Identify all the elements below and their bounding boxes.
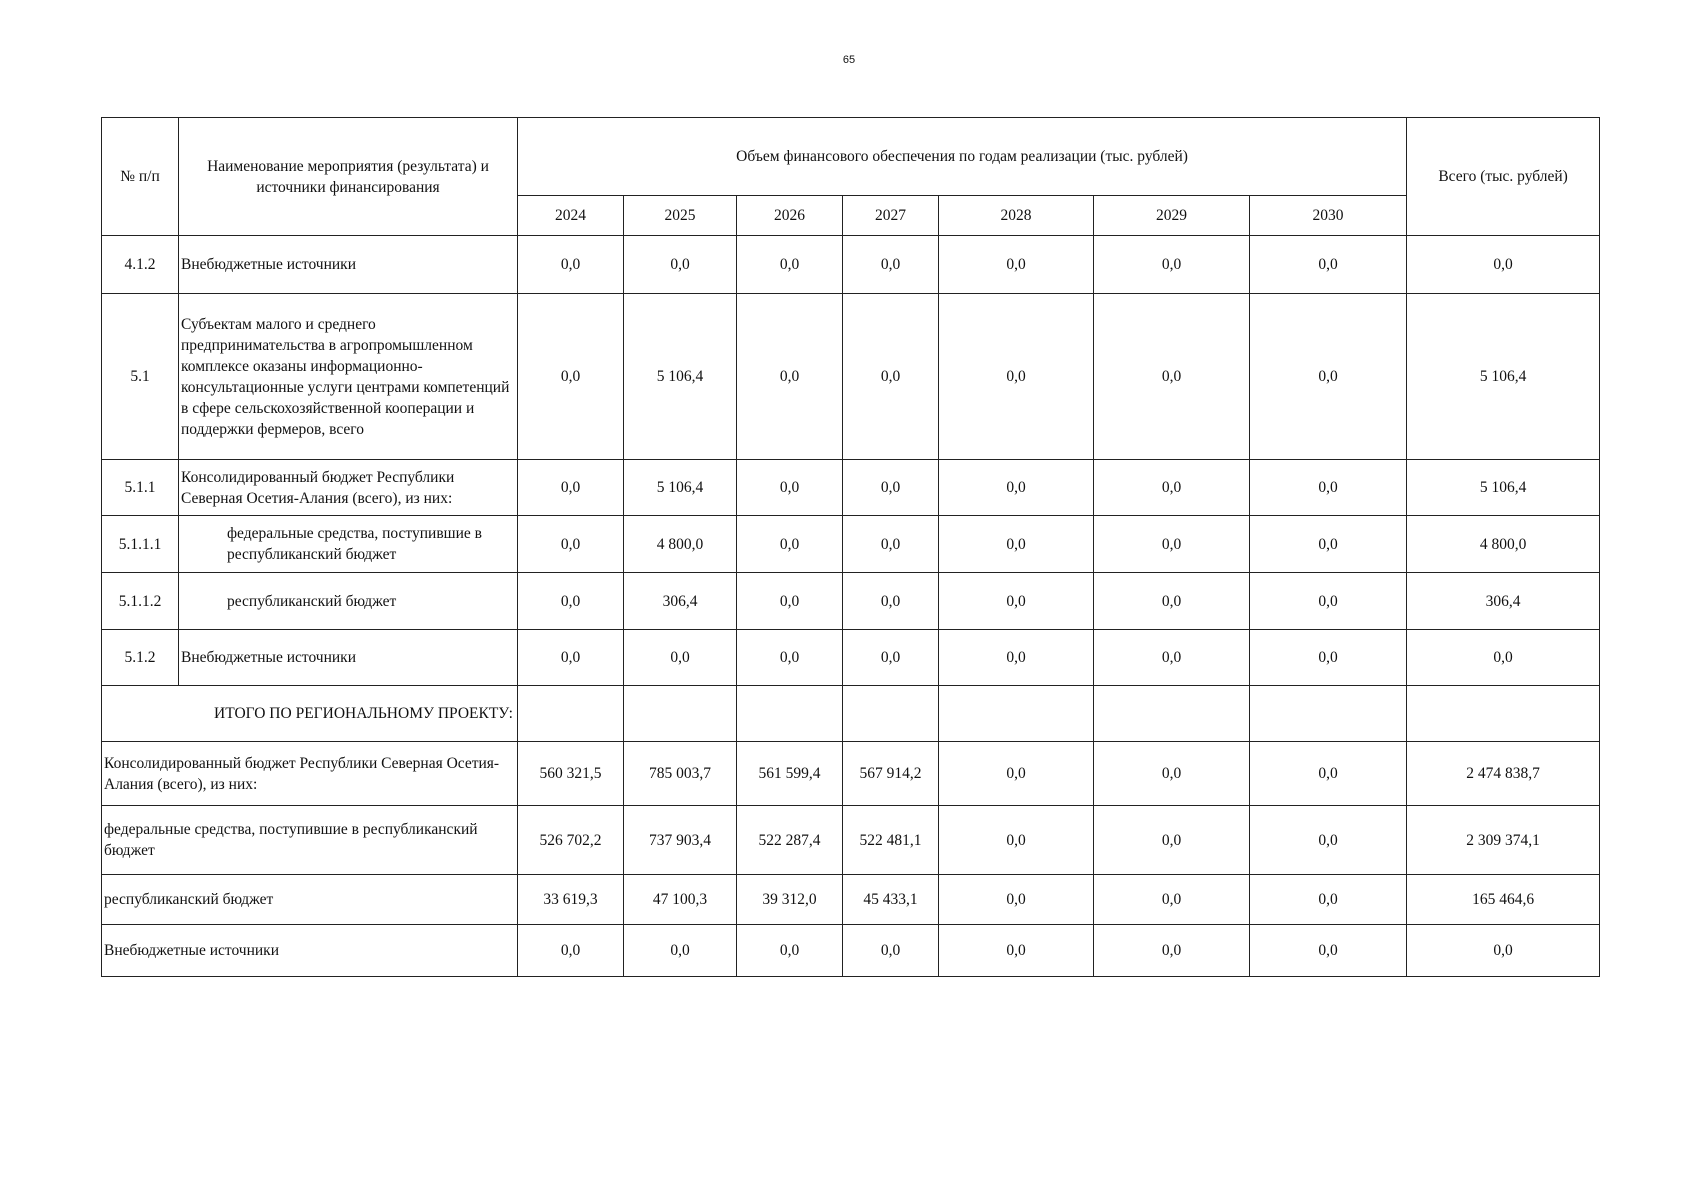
total-row-value: 522 481,1: [843, 806, 939, 875]
row-value: 0,0: [843, 516, 939, 573]
total-row-value: 526 702,2: [518, 806, 624, 875]
total-row-value: 785 003,7: [624, 742, 737, 806]
header-volume: Объем финансового обеспечения по годам реализации (тыс. рублей): [518, 118, 1407, 196]
row-name: республиканский бюджет: [179, 573, 518, 630]
row-value: 0,0: [624, 630, 737, 686]
total-row-value: 522 287,4: [737, 806, 843, 875]
total-row-total: 0,0: [1407, 925, 1600, 977]
header-year: 2027: [843, 196, 939, 236]
total-row-name: Внебюджетные источники: [102, 925, 518, 977]
row-value: 4 800,0: [624, 516, 737, 573]
total-row-value: 0,0: [1094, 806, 1250, 875]
header-year: 2024: [518, 196, 624, 236]
header-num: № п/п: [102, 118, 179, 236]
total-row-value: 0,0: [737, 925, 843, 977]
row-value: 0,0: [1094, 573, 1250, 630]
row-value: 0,0: [939, 516, 1094, 573]
row-total: 0,0: [1407, 236, 1600, 294]
total-row-value: 45 433,1: [843, 875, 939, 925]
total-row-value: 0,0: [939, 742, 1094, 806]
header-year: 2030: [1250, 196, 1407, 236]
financing-table: [101, 117, 1600, 977]
total-row-total: 2 474 838,7: [1407, 742, 1600, 806]
total-row-value: 0,0: [939, 875, 1094, 925]
total-row-value: 0,0: [1094, 875, 1250, 925]
row-name: Консолидированный бюджет Республики Северная Осетия-Алания (всего), из них:: [179, 460, 518, 516]
row-value: 0,0: [1250, 294, 1407, 460]
row-value: 0,0: [737, 573, 843, 630]
table-row: [102, 573, 1600, 630]
total-row: [102, 742, 1600, 806]
table-row: [102, 630, 1600, 686]
row-value: 0,0: [518, 236, 624, 294]
header-year: 2026: [737, 196, 843, 236]
empty-cell: [518, 686, 624, 742]
row-value: 0,0: [518, 460, 624, 516]
row-value: 0,0: [843, 236, 939, 294]
row-value: 0,0: [843, 630, 939, 686]
total-row-value: 560 321,5: [518, 742, 624, 806]
total-row-value: 737 903,4: [624, 806, 737, 875]
row-value: 5 106,4: [624, 294, 737, 460]
row-value: 0,0: [518, 516, 624, 573]
empty-cell: [1407, 686, 1600, 742]
row-value: 0,0: [939, 236, 1094, 294]
empty-cell: [939, 686, 1094, 742]
header-year: 2029: [1094, 196, 1250, 236]
row-total: 4 800,0: [1407, 516, 1600, 573]
row-total: 5 106,4: [1407, 294, 1600, 460]
row-value: 0,0: [1094, 236, 1250, 294]
row-value: 0,0: [939, 630, 1094, 686]
total-row: [102, 875, 1600, 925]
total-row-total: 165 464,6: [1407, 875, 1600, 925]
empty-cell: [1250, 686, 1407, 742]
total-row-value: 0,0: [939, 806, 1094, 875]
row-value: 0,0: [737, 460, 843, 516]
total-row-value: 0,0: [1094, 925, 1250, 977]
table-row: [102, 460, 1600, 516]
empty-cell: [1094, 686, 1250, 742]
row-name: Субъектам малого и среднего предпринимательства в агропромышленном комплексе оказаны информационно-консультационные услуги центрами компетенций в сфере сельскохозяйственной кооперации и поддержки фермеров, всего: [179, 294, 518, 460]
row-value: 0,0: [1094, 516, 1250, 573]
total-row-value: 0,0: [939, 925, 1094, 977]
table-row: [102, 294, 1600, 460]
row-num: 5.1: [102, 294, 179, 460]
row-num: 4.1.2: [102, 236, 179, 294]
row-value: 0,0: [518, 573, 624, 630]
header-name: Наименование мероприятия (результата) и источники финансирования: [179, 118, 518, 236]
row-value: 0,0: [939, 294, 1094, 460]
row-total: 5 106,4: [1407, 460, 1600, 516]
row-num: 5.1.1.1: [102, 516, 179, 573]
row-value: 0,0: [1250, 516, 1407, 573]
total-row: [102, 806, 1600, 875]
row-value: 0,0: [737, 236, 843, 294]
row-value: 5 106,4: [624, 460, 737, 516]
total-row-value: 0,0: [624, 925, 737, 977]
table-row: [102, 516, 1600, 573]
header-total: Всего (тыс. рублей): [1407, 118, 1600, 236]
row-name: Внебюджетные источники: [179, 630, 518, 686]
table-row: [102, 236, 1600, 294]
row-num: 5.1.2: [102, 630, 179, 686]
row-value: 0,0: [518, 630, 624, 686]
row-value: 0,0: [843, 573, 939, 630]
total-row-name: Консолидированный бюджет Республики Северная Осетия-Алания (всего), из них:: [102, 742, 518, 806]
empty-cell: [624, 686, 737, 742]
total-row-value: 33 619,3: [518, 875, 624, 925]
total-row-value: 0,0: [1250, 806, 1407, 875]
row-num: 5.1.1.2: [102, 573, 179, 630]
row-value: 0,0: [939, 573, 1094, 630]
row-value: 0,0: [939, 460, 1094, 516]
total-row-value: 0,0: [843, 925, 939, 977]
row-value: 0,0: [737, 630, 843, 686]
row-value: 0,0: [1250, 236, 1407, 294]
row-name: федеральные средства, поступившие в республиканский бюджет: [179, 516, 518, 573]
row-value: 0,0: [843, 294, 939, 460]
row-value: 0,0: [1250, 630, 1407, 686]
total-title-row: [102, 686, 1600, 742]
total-row-name: республиканский бюджет: [102, 875, 518, 925]
total-row-value: 561 599,4: [737, 742, 843, 806]
row-value: 0,0: [1094, 630, 1250, 686]
row-value: 0,0: [737, 516, 843, 573]
row-name: Внебюджетные источники: [179, 236, 518, 294]
row-value: 306,4: [624, 573, 737, 630]
row-value: 0,0: [737, 294, 843, 460]
total-row-total: 2 309 374,1: [1407, 806, 1600, 875]
row-value: 0,0: [1250, 573, 1407, 630]
row-total: 306,4: [1407, 573, 1600, 630]
row-total: 0,0: [1407, 630, 1600, 686]
total-row-name: федеральные средства, поступившие в республиканский бюджет: [102, 806, 518, 875]
header-year: 2025: [624, 196, 737, 236]
empty-cell: [843, 686, 939, 742]
row-value: 0,0: [843, 460, 939, 516]
total-title: ИТОГО ПО РЕГИОНАЛЬНОМУ ПРОЕКТУ:: [102, 686, 518, 742]
total-row-value: 39 312,0: [737, 875, 843, 925]
row-value: 0,0: [1094, 294, 1250, 460]
total-row-value: 0,0: [1250, 742, 1407, 806]
total-row-value: 567 914,2: [843, 742, 939, 806]
total-row-value: 0,0: [518, 925, 624, 977]
row-value: 0,0: [1250, 460, 1407, 516]
total-row-value: 47 100,3: [624, 875, 737, 925]
row-value: 0,0: [518, 294, 624, 460]
total-row: [102, 925, 1600, 977]
row-num: 5.1.1: [102, 460, 179, 516]
total-row-value: 0,0: [1250, 925, 1407, 977]
row-value: 0,0: [1094, 460, 1250, 516]
empty-cell: [737, 686, 843, 742]
header-year: 2028: [939, 196, 1094, 236]
total-row-value: 0,0: [1250, 875, 1407, 925]
total-row-value: 0,0: [1094, 742, 1250, 806]
row-value: 0,0: [624, 236, 737, 294]
page-number: 65: [842, 54, 856, 66]
